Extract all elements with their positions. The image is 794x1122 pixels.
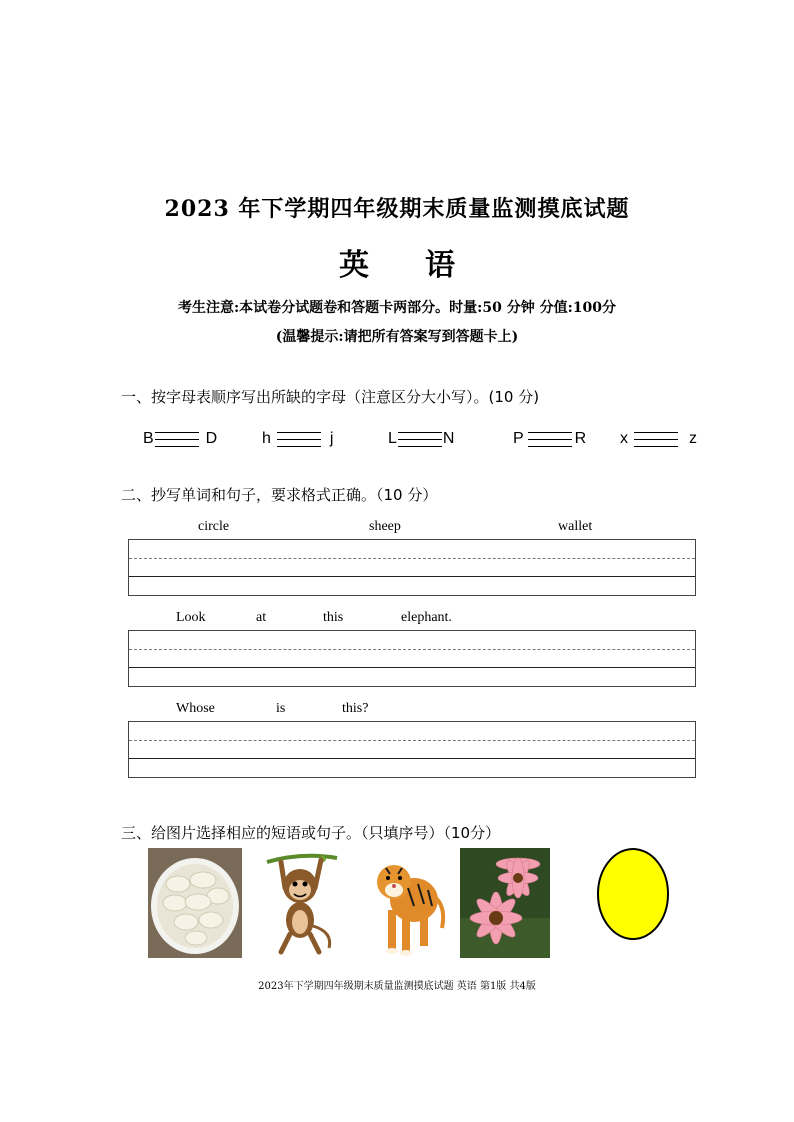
letter-group-1 [143,430,217,448]
copy-word: Look [176,610,206,625]
letter-after: R [574,430,587,447]
letter-after: N [442,430,455,447]
copy-word: circle [198,519,230,534]
letter-group-3 [388,430,454,448]
letter-blank[interactable] [155,430,199,448]
writing-grid-1[interactable] [128,539,696,596]
copy-word: this? [342,701,369,716]
subject-title [0,240,794,284]
letter-after: j [329,430,334,447]
flower-image [460,848,550,958]
dumplings-image [148,848,242,958]
page-title: 2023 年下学期四年级期末质量监测摸底试题 [164,196,630,222]
writing-grid-3[interactable] [128,721,696,778]
letter-before: B [143,430,154,447]
section-3-heading: 三、给图片选择相应的短语或句子。（只填序号）（10分） [121,824,501,842]
letter-before: P [513,430,524,447]
copy-word: is [276,701,286,716]
copy-word: this [323,610,344,625]
section-1-heading: 一、按字母表顺序写出所缺的字母（注意区分大小写）。(10 分) [121,388,540,406]
page-footer: 2023年下学期四年级期末质量监测摸底试题 英语 第1版 共4版 [258,981,536,992]
letter-blank[interactable] [398,430,442,448]
section-2-heading: 二、抄写单词和句子，要求格式正确。（10 分） [121,486,438,504]
letter-groups [0,430,794,454]
letter-before: h [262,430,271,447]
letter-group-4 [513,430,586,448]
writing-grid-2[interactable] [128,630,696,687]
letter-before: L [388,430,397,447]
yellow-oval-image [595,846,671,942]
monkey-image [263,848,341,958]
letter-before: x [620,430,628,447]
exam-tip: (温馨提示:请把所有答案写到答题卡上) [275,329,519,345]
letter-group-5 [620,430,697,448]
letter-after: z [689,430,697,447]
tiger-image [364,848,446,958]
subject-char-1: 英 [339,248,369,283]
copy-word: at [256,610,267,625]
subject-char-2: 语 [425,248,455,283]
letter-blank[interactable] [634,430,678,448]
copy-word: sheep [369,519,401,534]
exam-notice: 考生注意:本试卷分试题卷和答题卡两部分。时量:50 分钟 分值:100分 [178,300,616,316]
letter-group-2 [262,430,333,448]
letter-after: D [205,430,218,447]
copy-word: wallet [558,519,593,534]
letter-blank[interactable] [277,430,321,448]
copy-word: elephant. [401,610,452,625]
copy-word: Whose [176,701,215,716]
letter-blank[interactable] [528,430,572,448]
